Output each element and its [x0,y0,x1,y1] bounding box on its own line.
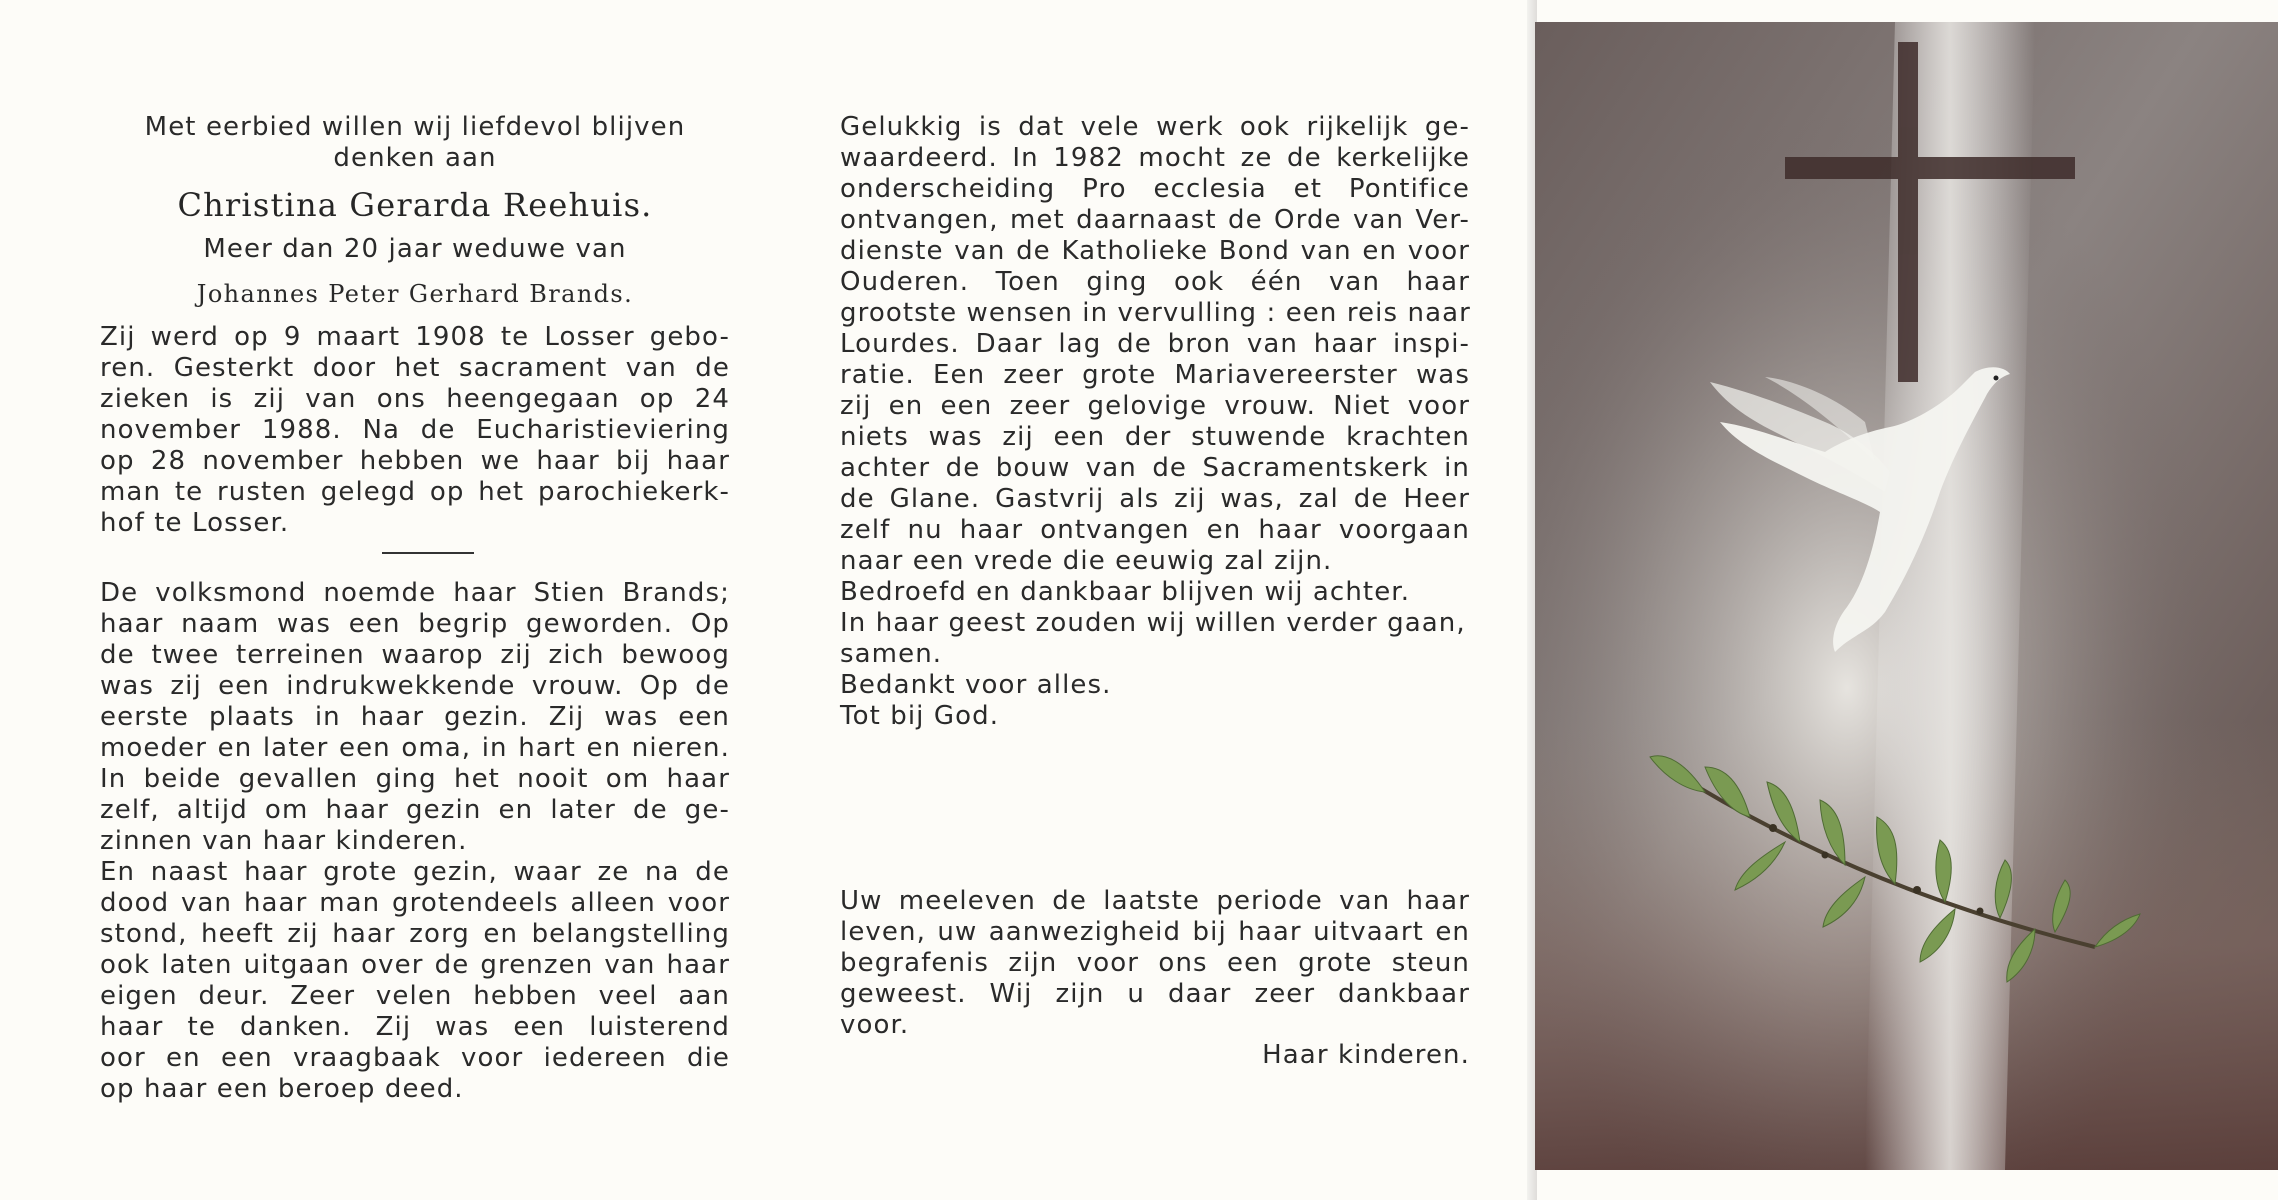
text-line: Lourdes. Daar lag de bron van haar inspi- [840,329,1470,359]
text-line: stond, heeft zij haar zorg en belangstelling [100,919,730,949]
text-line: oor en een vraagbaak voor iedereen die [100,1043,730,1073]
text-line: dienste van de Katholieke Bond van en voor [840,236,1470,266]
text-line: was zij een indrukwekkende vrouw. Op de [100,671,730,701]
text-line: haar naam was een begrip geworden. Op [100,609,730,639]
paragraph-character [100,578,730,1105]
text-line: ratie. Een zeer grote Mariavereerster was [840,360,1470,390]
text-line: Uw meeleven de laatste periode van haar [840,886,1470,916]
text-line: Gelukkig is dat vele werk ook rijkelijk ge- [840,112,1470,142]
intro-line-1: Met eerbied willen wij liefdevol blijven [144,112,686,142]
text-line: naar een vrede die eeuwig zal zijn. [840,546,1333,576]
text-line: De volksmond noemde haar Stien Brands; [100,578,730,608]
text-line: Bedroefd en dankbaar blijven wij achter. [840,577,1411,607]
text-line: ren. Gesterkt door het sacrament van de [100,353,730,383]
text-line: geweest. Wij zijn u daar zeer dankbaar [840,979,1470,1009]
text-line: niets was zij een der stuwende krachten [840,422,1470,452]
text-line: Ouderen. Toen ging ook één van haar [840,267,1470,297]
text-line: zinnen van haar kinderen. [100,826,468,856]
paragraph-honours [840,112,1470,577]
text-line: grootste wensen in vervulling : een reis naar [840,298,1471,328]
text-line: dood van haar man grotendeels alleen voor [100,888,730,918]
widow-line: Meer dan 20 jaar weduwe van [203,234,627,264]
text-line: Zij werd op 9 maart 1908 te Losser gebo- [100,322,730,352]
text-line: Tot bij God. [840,701,1000,731]
text-line: op 28 november hebben we haar bij haar [100,446,730,476]
text-line: samen. [840,639,943,669]
paragraph-biography [100,322,730,539]
text-line: de Glane. Gastvrij als zij was, zal de Heer [840,484,1470,514]
painting [1535,22,2278,1170]
text-line: haar te danken. Zij was een luisterend [100,1012,730,1042]
text-line: begrafenis zijn voor ons een grote steun [840,948,1470,978]
divider-line [382,552,474,554]
intro-text [100,112,730,174]
text-line: eerste plaats in haar gezin. Zij was een [100,702,730,732]
husband-name: Johannes Peter Gerhard Brands. [196,280,634,308]
text-line: onderscheiding Pro ecclesia et Pontifice [840,174,1470,204]
paragraph-closing [840,577,1470,732]
text-line: de twee terreinen waarop zij zich bewoog [100,640,730,670]
text-line: eigen deur. Zeer velen hebben veel aan [100,981,730,1011]
text-line: En naast haar grote gezin, waar ze na de [100,857,730,887]
text-line: zelf, altijd om haar gezin en later de ge- [100,795,730,825]
text-line: In beide gevallen ging het nooit om haar [100,764,730,794]
text-line: leven, uw aanwezigheid bij haar uitvaart en [840,917,1470,947]
text-line: op haar een beroep deed. [100,1074,464,1104]
text-line: moeder en later een oma, in hart en nieren. [100,733,730,763]
paragraph-thanks [840,886,1470,1041]
text-line: ontvangen, met daarnaast de Orde van Ver- [840,205,1470,235]
text-line: hof te Losser. [100,508,290,538]
text-line: zelf nu haar ontvangen en haar voorgaan [840,515,1470,545]
text-line: Bedankt voor alles. [840,670,1112,700]
text-line: zieken is zij van ons heengegaan op 24 [100,384,730,414]
memorial-picture [1535,22,2278,1170]
text-line: ook laten uitgaan over de grenzen van haar [100,950,730,980]
text-line: waardeerd. In 1982 mocht ze de kerkelijke [840,143,1470,173]
text-line: achter de bouw van de Sacramentskerk in [840,453,1470,483]
text-line: man te rusten gelegd op het parochiekerk- [100,477,730,507]
deceased-name: Christina Gerarda Reehuis. [177,186,653,224]
text-line: zij en een zeer gelovige vrouw. Niet voor [840,391,1470,421]
text-line: In haar geest zouden wij willen verder gaan, [840,608,1466,638]
intro-line-2: denken aan [333,143,497,173]
signature: Haar kinderen. [1262,1040,1470,1070]
text-line: november 1988. Na de Eucharistieviering [100,415,730,445]
text-line: voor. [840,1010,910,1040]
